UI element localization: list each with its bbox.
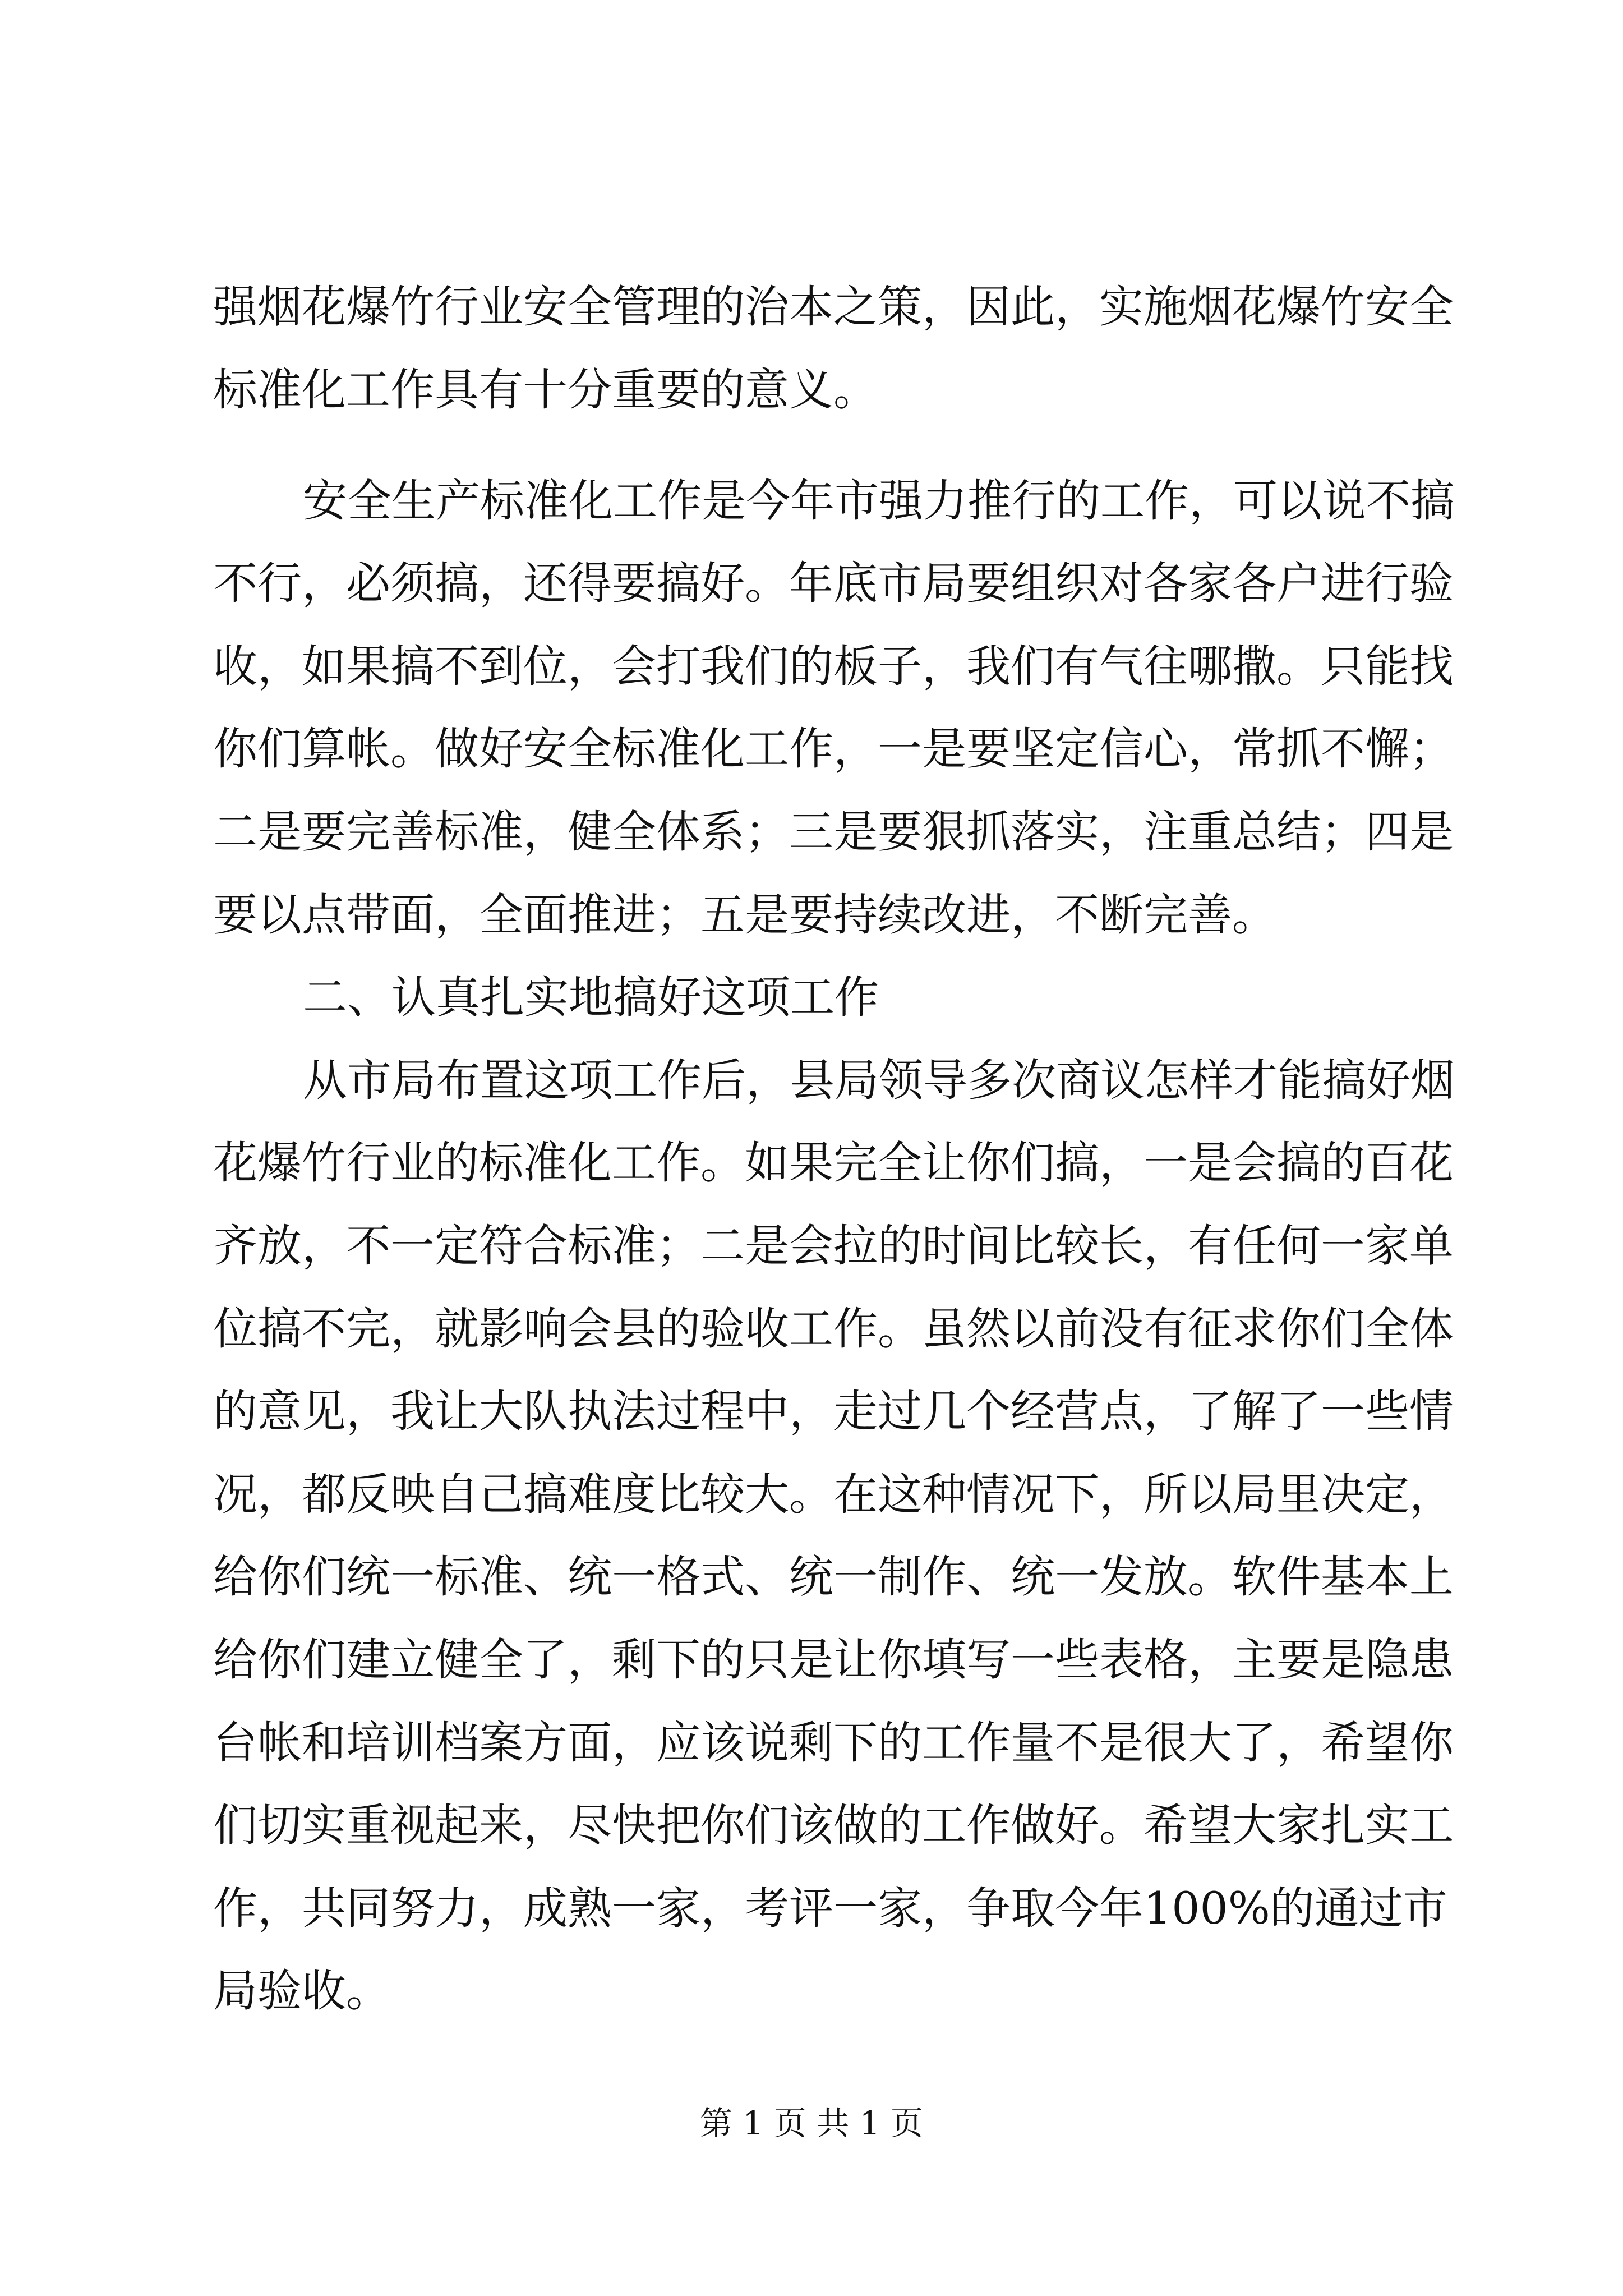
paragraph-line: 花爆竹行业的标准化工作。如果完全让你们搞，一是会搞的百花 (213, 1137, 1454, 1189)
paragraph-line: 安全生产标准化工作是今年市强力推行的工作，可以说不搞 (303, 475, 1455, 527)
paragraph-line: 不行，必须搞，还得要搞好。年底市局要组织对各家各户进行验 (213, 558, 1454, 609)
paragraph-line: 要以点带面，全面推进；五是要持续改进，不断完善。 (213, 889, 1276, 941)
paragraph-line: 给你们建立健全了，剩下的只是让你填写一些表格，主要是隐患 (213, 1634, 1454, 1686)
paragraph-line: 标准化工作具有十分重要的意义。 (213, 364, 878, 416)
paragraph-line: 强烟花爆竹行业安全管理的治本之策，因此，实施烟花爆竹安全 (213, 281, 1454, 333)
paragraph-line: 况，都反映自己搞难度比较大。在这种情况下，所以局里决定， (213, 1469, 1454, 1520)
section-heading: 二、认真扎实地搞好这项工作 (303, 972, 879, 1023)
paragraph-line: 的意见，我让大队执法过程中，走过几个经营点，了解了一些情 (213, 1386, 1454, 1437)
page-number-footer: 第 1 页 共 1 页 (700, 2104, 923, 2142)
paragraph-line: 位搞不完，就影响会县的验收工作。虽然以前没有征求你们全体 (213, 1303, 1454, 1355)
paragraph-line: 齐放，不一定符合标准；二是会拉的时间比较长，有任何一家单 (213, 1220, 1454, 1272)
paragraph-line: 作，共同努力，成熟一家，考评一家，争取今年100%的通过市 (213, 1883, 1447, 1934)
paragraph-line: 收，如果搞不到位，会打我们的板子，我们有气往哪撒。只能找 (213, 641, 1454, 692)
paragraph-line: 你们算帐。做好安全标准化工作，一是要坚定信心，常抓不懈； (213, 723, 1454, 775)
paragraph-line: 二是要完善标准，健全体系；三是要狠抓落实，注重总结；四是 (213, 806, 1454, 858)
paragraph-line: 给你们统一标准、统一格式、统一制作、统一发放。软件基本上 (213, 1551, 1454, 1603)
paragraph-line: 局验收。 (213, 1965, 390, 2017)
paragraph-line: 从市局布置这项工作后，县局领导多次商议怎样才能搞好烟 (303, 1055, 1455, 1106)
paragraph-line: 台帐和培训档案方面，应该说剩下的工作量不是很大了，希望你 (213, 1717, 1454, 1769)
paragraph-line: 们切实重视起来，尽快把你们该做的工作做好。希望大家扎实工 (213, 1800, 1454, 1851)
